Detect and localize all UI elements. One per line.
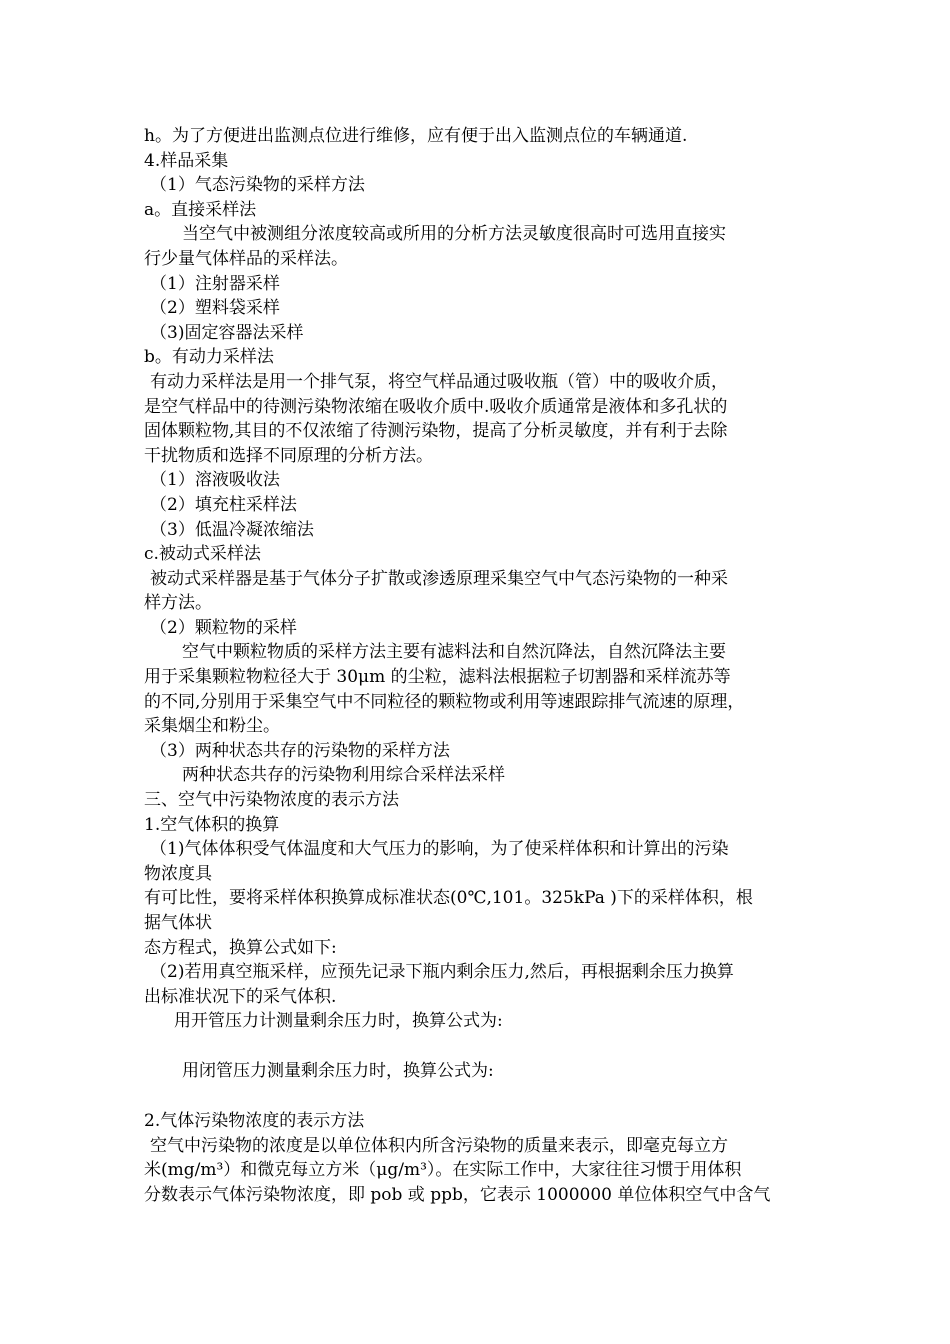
subsection-heading: a。直接采样法	[144, 199, 257, 220]
paragraph-line: 被动式采样器是基于气体分子扩散或渗透原理采集空气中气态污染物的一种采	[150, 568, 728, 589]
formula-gap	[144, 1083, 812, 1109]
paragraph-line: 有可比性，要将采样体积换算成标准状态(0℃,101。325kPa )下的采样体积，根	[144, 888, 753, 909]
list-item: （2）塑料袋采样	[150, 298, 280, 319]
section-heading: 4.样品采集	[144, 150, 229, 171]
paragraph-line: （1)气体体积受气体温度和大气压力的影响，为了使采样体积和计算出的污染	[150, 839, 729, 860]
paragraph-line: 空气中颗粒物质的采样方法主要有滤料法和自然沉降法，自然沉降法主要	[182, 642, 726, 663]
list-item: （3)固定容器法采样	[150, 322, 304, 343]
paragraph-line: 的不同,分别用于采集空气中不同粒径的颗粒物或利用等速跟踪排气流速的原理，	[144, 691, 745, 712]
paragraph-line: 样方法。	[144, 593, 212, 614]
paragraph-line: 有动力采样法是用一个排气泵，将空气样品通过吸收瓶（管）中的吸收介质，	[150, 371, 728, 392]
paragraph-line: 当空气中被测组分浓度较高或所用的分析方法灵敏度很高时可选用直接实	[182, 224, 726, 245]
subsection-heading: 2.气体污染物浓度的表示方法	[144, 1111, 365, 1132]
paragraph-line: 行少量气体样品的采样法。	[144, 248, 348, 269]
paragraph-line: 用闭管压力测量剩余压力时，换算公式为:	[182, 1060, 494, 1081]
paragraph-line: 空气中污染物的浓度是以单位体积内所含污染物的质量来表示，即毫克每立方	[150, 1135, 728, 1156]
subsection-heading: 1.空气体积的换算	[144, 814, 280, 835]
paragraph-line: 分数表示气体污染物浓度，即 pob 或 ppb，它表示 1000000 单位体积空气中含气	[144, 1184, 771, 1205]
paragraph-line: 两种状态共存的污染物利用综合采样法采样	[182, 765, 505, 786]
list-item: （1）注射器采样	[150, 273, 280, 294]
paragraph-line: 据气体状	[144, 913, 212, 933]
subsection-heading: （1）气态污染物的采样方法	[150, 175, 365, 196]
formula-gap	[144, 1034, 812, 1059]
paragraph-line: 物浓度具	[144, 863, 212, 884]
list-item: （1）溶液吸收法	[150, 470, 280, 491]
paragraph-line: 是空气样品中的待测污染物浓缩在吸收介质中.吸收介质通常是液体和多孔状的	[144, 396, 728, 417]
section-heading: 三、空气中污染物浓度的表示方法	[144, 790, 399, 811]
paragraph-line: 出标准状况下的采气体积.	[144, 986, 337, 1007]
document-body	[144, 124, 812, 1208]
subsection-heading: （3）两种状态共存的污染物的采样方法	[150, 740, 450, 761]
subsection-heading: c.被动式采样法	[144, 544, 261, 565]
paragraph-line: 米(mg/m³）和微克每立方米（μg/m³）。在实际工作中，大家往往习惯于用体积	[144, 1160, 742, 1181]
paragraph-line: 采集烟尘和粉尘。	[144, 716, 280, 737]
subsection-heading: b。有动力采样法	[144, 347, 274, 368]
paragraph-line: 干扰物质和选择不同原理的分析方法。	[144, 445, 433, 466]
paragraph-line: 用于采集颗粒物粒径大于 30μm 的尘粒，滤料法根据粒子切割器和采样流苏等	[144, 667, 731, 688]
text-line: h。为了方便进出监测点位进行维修，应有便于出入监测点位的车辆通道.	[144, 126, 688, 146]
list-item: （3）低温冷凝浓缩法	[150, 519, 314, 540]
paragraph-line: 用开管压力计测量剩余压力时，换算公式为:	[174, 1011, 503, 1032]
subsection-heading: （2）颗粒物的采样	[150, 617, 297, 638]
paragraph-line: （2)若用真空瓶采样，应预先记录下瓶内剩余压力,然后，再根据剩余压力换算	[150, 962, 734, 983]
list-item: （2）填充柱采样法	[150, 494, 297, 515]
paragraph-line: 固体颗粒物,其目的不仅浓缩了待测污染物，提高了分析灵敏度，并有利于去除	[144, 421, 728, 442]
paragraph-line: 态方程式，换算公式如下:	[144, 937, 337, 958]
